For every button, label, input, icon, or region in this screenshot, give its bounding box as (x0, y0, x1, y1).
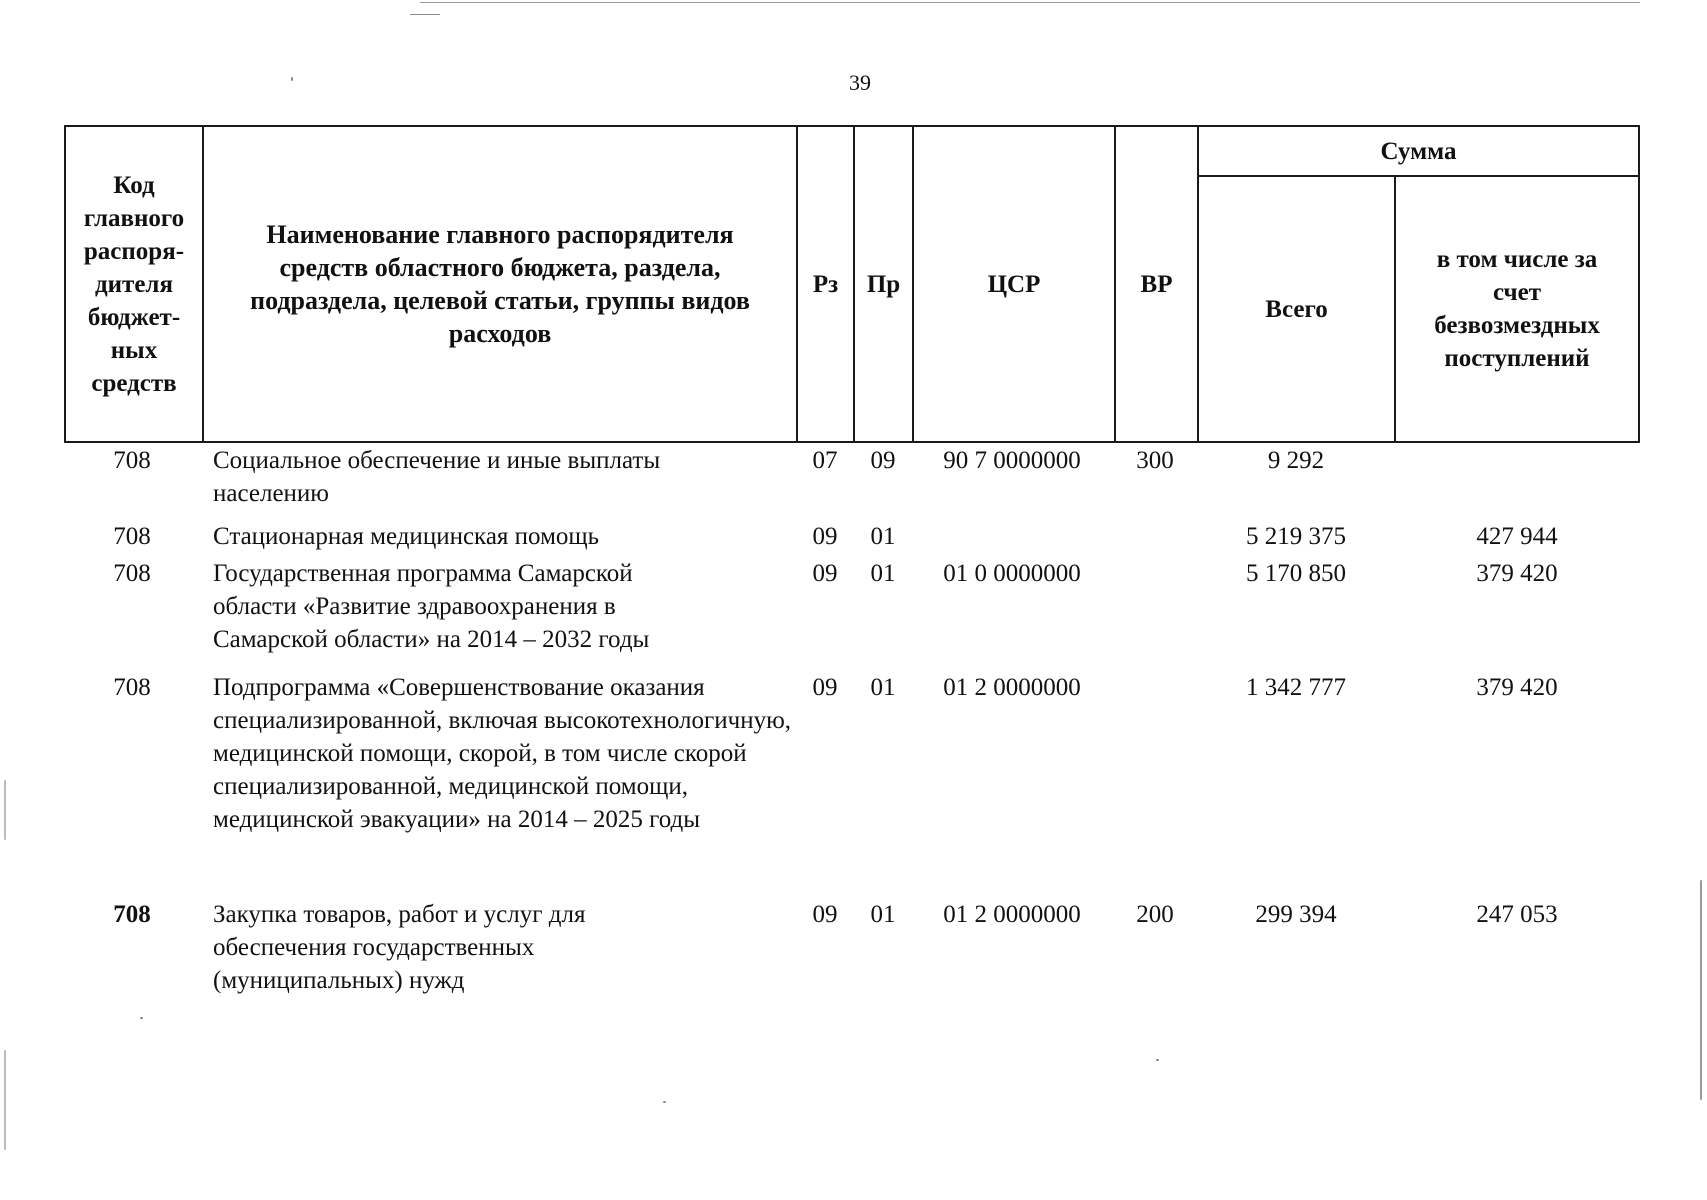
cell-csr: 01 2 0000000 (943, 901, 1081, 928)
scan-speck (1156, 1059, 1159, 1061)
scan-speck (1700, 880, 1702, 1100)
cell-code: 708 (113, 523, 151, 550)
cell-rz: 07 (812, 447, 838, 474)
cell-vr: 200 (1136, 901, 1174, 928)
cell-total: 5 219 375 (1246, 523, 1346, 550)
header-name: Наименование главного распорядителя средств областного бюджета, раздела, подраздела, целевой статьи, группы видов расходов (250, 220, 750, 348)
header-pr: Пр (866, 270, 901, 298)
cell-pr: 01 (870, 674, 896, 701)
cell-incl: 427 944 (1476, 523, 1558, 550)
scan-speck (663, 1101, 666, 1103)
cell-incl: 379 420 (1476, 674, 1558, 701)
scan-speck (4, 1050, 6, 1150)
cell-total: 1 342 777 (1246, 674, 1346, 701)
page-number: 39 (849, 70, 871, 95)
header-code: Код главного распоря-дителя бюджет-ных средств (83, 171, 185, 397)
cell-code: 708 (113, 674, 151, 701)
header-sum: Сумма (1380, 137, 1457, 165)
cell-rz: 09 (812, 560, 838, 587)
cell-name: Государственная программа Самарской области «Развитие здравоохранения в Самарской области» на 2014 – 2032 годы (213, 560, 650, 653)
header-vr: ВР (1140, 270, 1173, 298)
scan-speck (291, 77, 293, 81)
header-csr: ЦСР (987, 270, 1041, 298)
cell-code: 708 (113, 901, 151, 928)
cell-total: 5 170 850 (1246, 560, 1346, 587)
header-incl: в том числе за счет безвозмездных поступлений (1434, 246, 1600, 372)
cell-csr: 01 0 0000000 (943, 560, 1081, 587)
cell-pr: 01 (870, 901, 896, 928)
cell-rz: 09 (812, 674, 838, 701)
scan-speck (140, 1017, 143, 1019)
cell-pr: 01 (870, 560, 896, 587)
cell-name: Закупка товаров, работ и услуг для обеспечения государственных (муниципальных) нужд (213, 901, 586, 994)
scan-speck (410, 14, 440, 15)
cell-vr: 300 (1136, 447, 1174, 474)
cell-rz: 09 (812, 523, 838, 550)
cell-incl: 247 053 (1476, 901, 1558, 928)
cell-csr: 90 7 0000000 (943, 447, 1081, 474)
cell-name: Стационарная медицинская помощь (213, 523, 600, 550)
cell-pr: 01 (870, 523, 896, 550)
cell-pr: 09 (870, 447, 896, 474)
cell-incl: 379 420 (1476, 560, 1558, 587)
header-rz: Рз (812, 270, 839, 298)
header-total: Всего (1265, 295, 1328, 323)
cell-code: 708 (113, 447, 151, 474)
cell-name: Социальное обеспечение и иные выплаты населению (213, 447, 661, 507)
cell-csr: 01 2 0000000 (943, 674, 1081, 701)
scan-speck (4, 780, 6, 840)
cell-total: 299 394 (1255, 901, 1337, 928)
cell-code: 708 (113, 560, 151, 587)
cell-total: 9 292 (1267, 447, 1325, 474)
cell-rz: 09 (812, 901, 838, 928)
table-header (64, 125, 1640, 443)
cell-name: Подпрограмма «Совершенствование оказания специализированной, включая высокотехнологичную, медицинской помощи, скорой, в том числе скорой специализированной, медицинской помощи, медицинской эвакуации» на 2014 – 2025 годы (213, 674, 792, 833)
scan-edge-line (420, 2, 1640, 3)
